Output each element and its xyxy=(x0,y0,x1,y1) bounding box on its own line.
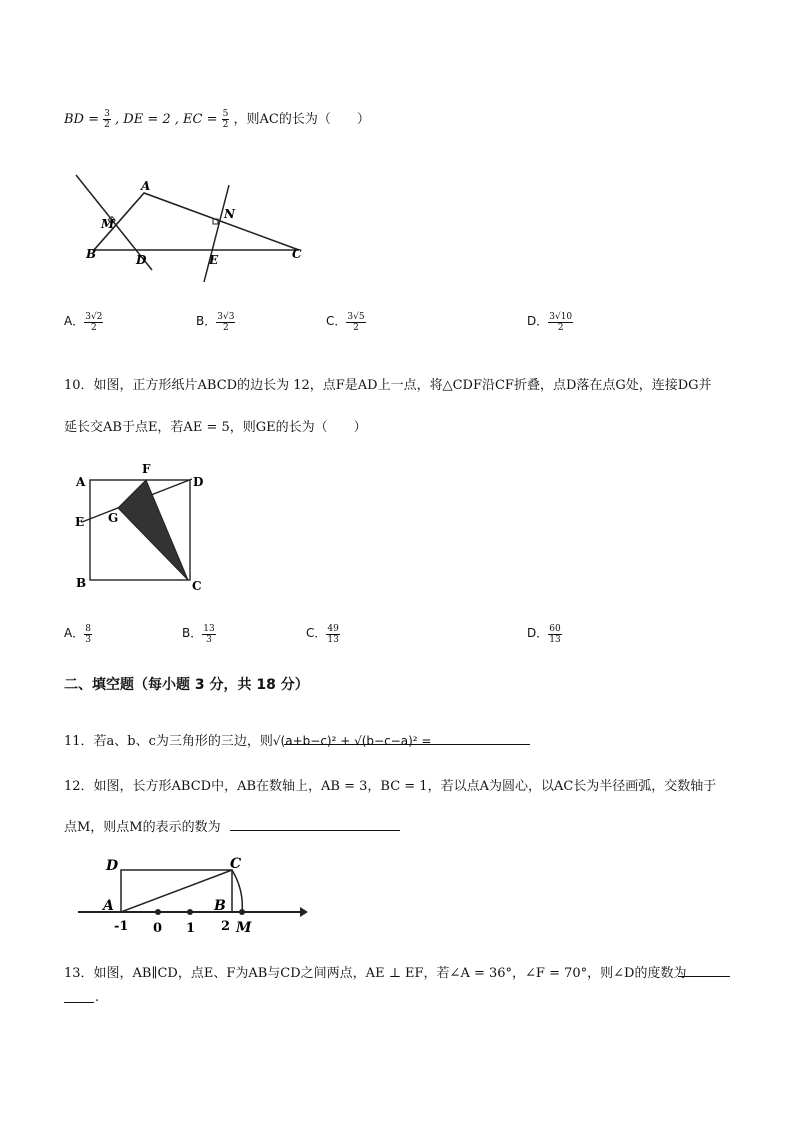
q13-line1: 13．如图，AB∥CD，点E、F为AB与CD之间两点，AE ⊥ EF，若∠A = 36°，∠F = 70°，则∠D的度数为 xyxy=(64,966,687,981)
q12-tick-neg1: -1 xyxy=(114,919,129,934)
q9-option-a[interactable]: A． $\frac{3√2}{2}$ xyxy=(64,312,103,333)
q10-line1: 10．如图，正方形纸片ABCD的边长为 12，点F是AD上一点，将△CDF沿CF折叠，点D落在点G处，连接DG并 xyxy=(64,378,712,393)
q10-option-a[interactable]: A． $\frac{8}{3}$ xyxy=(64,624,91,645)
q12-tick-1: 1 xyxy=(186,921,196,935)
q12-label-M: M xyxy=(236,920,252,935)
q12-line1: 12．如图，长方形ABCD中，AB在数轴上，AB = 3，BC = 1，若以点A为圆心，以AC长为半径画弧，交数轴于 xyxy=(64,779,717,794)
q10-label-E: E xyxy=(75,515,85,529)
q10-label-C: C xyxy=(192,579,202,593)
section-fill-in-title: 二、填空题（每小题 3 分，共 18 分） xyxy=(64,677,309,693)
q12-label-C: C xyxy=(230,856,242,872)
q9-figure xyxy=(64,160,314,285)
q12-answer-blank[interactable] xyxy=(230,830,400,831)
q12-line2: 点M，则点M的表示的数为 xyxy=(64,820,221,835)
q12-tick-2: 2 xyxy=(221,919,231,934)
q9-label-N: N xyxy=(224,207,235,221)
q9-label-C: C xyxy=(292,247,302,261)
q11-expression: √(a+b−c)² + √(b−c−a)² = xyxy=(272,734,432,748)
q9-label-B: B xyxy=(86,247,97,261)
q9-option-b[interactable]: B． $\frac{3√3}{2}$ xyxy=(196,312,235,333)
q12-label-A: A xyxy=(103,898,114,914)
q9-option-c[interactable]: C． $\frac{3√5}{2}$ xyxy=(326,312,365,333)
q13-answer-blank-1[interactable] xyxy=(678,976,730,977)
q9-option-d[interactable]: D． $\frac{3√10}{2}$ xyxy=(527,312,573,333)
q10-label-A: A xyxy=(76,475,86,489)
q12-tick-0: 0 xyxy=(153,921,163,935)
q10-option-d[interactable]: D． $\frac{60}{13}$ xyxy=(527,624,561,645)
q10-line2: 延长交AB于点E，若AE = 5，则GE的长为（ ） xyxy=(64,420,367,435)
q9-ec-prefix: , EC = xyxy=(174,112,222,127)
q9-bd-fraction: $\frac{3}{2}$ xyxy=(104,109,110,130)
q13-line2: . xyxy=(95,990,100,1005)
q10-option-c[interactable]: C． $\frac{49}{13}$ xyxy=(306,624,339,645)
q11-stem: 11．若a、b、c为三角形的三边，则 xyxy=(64,734,273,749)
q10-label-D: D xyxy=(193,475,204,489)
q10-label-B: B xyxy=(76,576,87,590)
q9-label-D: D xyxy=(136,253,147,267)
q9-label-M: M xyxy=(101,217,115,231)
q11-answer-blank[interactable] xyxy=(284,744,530,745)
q9-label-E: E xyxy=(209,253,219,267)
q9-stem-suffix: ，则AC的长为（ ） xyxy=(233,112,370,127)
q9-label-A: A xyxy=(141,179,151,193)
q11-text xyxy=(64,730,431,749)
q10-label-G: G xyxy=(108,511,119,525)
q12-label-B: B xyxy=(214,898,226,914)
q9-ec-fraction: $\frac{5}{2}$ xyxy=(222,109,229,130)
q10-option-b[interactable]: B． $\frac{13}{3}$ xyxy=(182,624,215,645)
q9-bd-prefix: BD = xyxy=(64,112,104,127)
q12-figure xyxy=(68,850,308,935)
q12-label-D: D xyxy=(106,858,119,874)
q9-de: , DE = 2 xyxy=(115,112,171,127)
q13-answer-blank-2[interactable] xyxy=(64,1002,94,1003)
q10-figure xyxy=(68,460,218,595)
q9-stem xyxy=(64,108,370,130)
q10-label-F: F xyxy=(142,462,151,476)
